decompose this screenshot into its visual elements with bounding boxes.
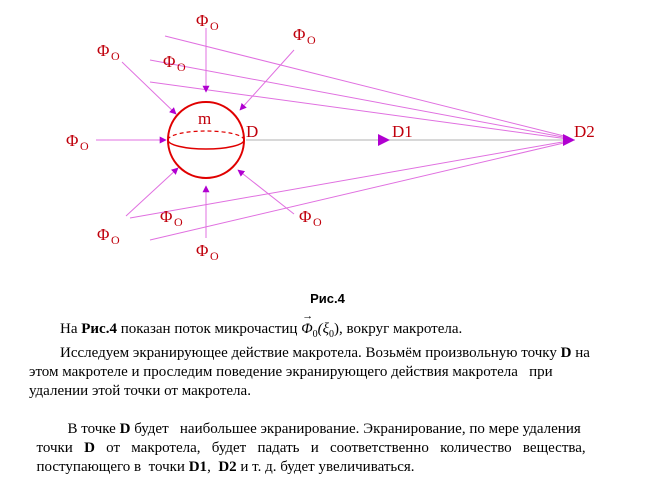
formula-sub: 0 <box>312 329 318 340</box>
svg-text:О: О <box>80 139 89 153</box>
flux-label <box>299 207 322 229</box>
point-label-d2: D2 <box>574 122 595 141</box>
p3-text: поступающего в точки <box>36 459 189 475</box>
paragraph-3-line-3 <box>29 439 634 477</box>
svg-text:Φ: Φ <box>196 11 209 30</box>
svg-text:О: О <box>313 215 322 229</box>
svg-text:О: О <box>177 60 186 74</box>
svg-text:О: О <box>307 33 316 47</box>
flux-label <box>66 131 89 153</box>
point-label-d1: D1 <box>392 122 413 141</box>
paragraph-1 <box>60 310 634 344</box>
p3-point-d2: D2 <box>218 459 237 475</box>
p3-text: будет наибольшее экранирование. Экранирование, по мере удаления <box>130 421 581 437</box>
paragraph-2-line-2: этом макротеле и проследим поведение экранирующего действия макротела при <box>29 364 553 380</box>
svg-text:Φ: Φ <box>97 225 110 244</box>
flux-label <box>196 241 219 263</box>
p1-text: , вокруг макротела. <box>339 321 463 337</box>
svg-text:Φ: Φ <box>299 207 312 226</box>
paragraph-2-line-1 <box>60 344 634 363</box>
svg-text:Φ: Φ <box>163 52 176 71</box>
svg-text:О: О <box>174 215 183 229</box>
p1-text: На <box>60 321 82 337</box>
p2-text: Исследуем экранирующее действие макротела. Возьмём произвольную точку <box>60 345 561 361</box>
svg-text:О: О <box>111 233 120 247</box>
flux-label <box>196 11 219 33</box>
flux-label <box>97 41 120 63</box>
formula-arg-sub: 0 <box>329 329 335 340</box>
formula-arg: (ξ <box>317 321 330 337</box>
svg-text:Φ: Φ <box>97 41 110 60</box>
point-label-d: D <box>246 122 259 141</box>
formula-close: ) <box>334 321 340 337</box>
formula-vector-arrow: → <box>302 310 314 322</box>
p1-figure-ref: Рис.4 <box>81 321 117 337</box>
p2-point-d: D <box>560 345 572 361</box>
p3-text: от макротела, будет падать и соответственно количество вещества, <box>94 440 586 456</box>
svg-text:Φ: Φ <box>293 25 306 44</box>
p3-text: точки <box>36 440 85 456</box>
p3-text: В точке <box>67 421 120 437</box>
svg-text:Φ: Φ <box>66 131 79 150</box>
flux-label <box>160 207 183 229</box>
arrow-d1 <box>378 134 390 146</box>
p3-text: , <box>207 459 219 475</box>
p1-text: показан поток микрочастиц <box>116 321 302 337</box>
flux-formula <box>301 310 340 344</box>
rays-to-d2 <box>130 36 568 240</box>
flux-label <box>97 225 120 247</box>
p3-point-d: D <box>119 421 131 437</box>
svg-text:О: О <box>210 249 219 263</box>
flux-label <box>163 52 186 74</box>
flux-label <box>293 25 316 47</box>
flux-labels <box>66 11 322 263</box>
svg-text:О: О <box>210 19 219 33</box>
figure-caption: Рис.4 <box>310 291 345 306</box>
mass-label: m <box>198 109 212 128</box>
svg-text:О: О <box>111 49 120 63</box>
p3-point-d: D <box>84 440 95 456</box>
paragraph-2-line-3: удалении этой точки от макротела. <box>29 383 251 399</box>
svg-text:Φ: Φ <box>160 207 173 226</box>
formula-phi: Φ <box>301 321 313 337</box>
p3-point-d1: D1 <box>188 459 208 475</box>
p3-text: и т. д. будет увеличиваться. <box>236 459 415 475</box>
p2-text: на <box>571 345 590 361</box>
svg-text:Φ: Φ <box>196 241 209 260</box>
